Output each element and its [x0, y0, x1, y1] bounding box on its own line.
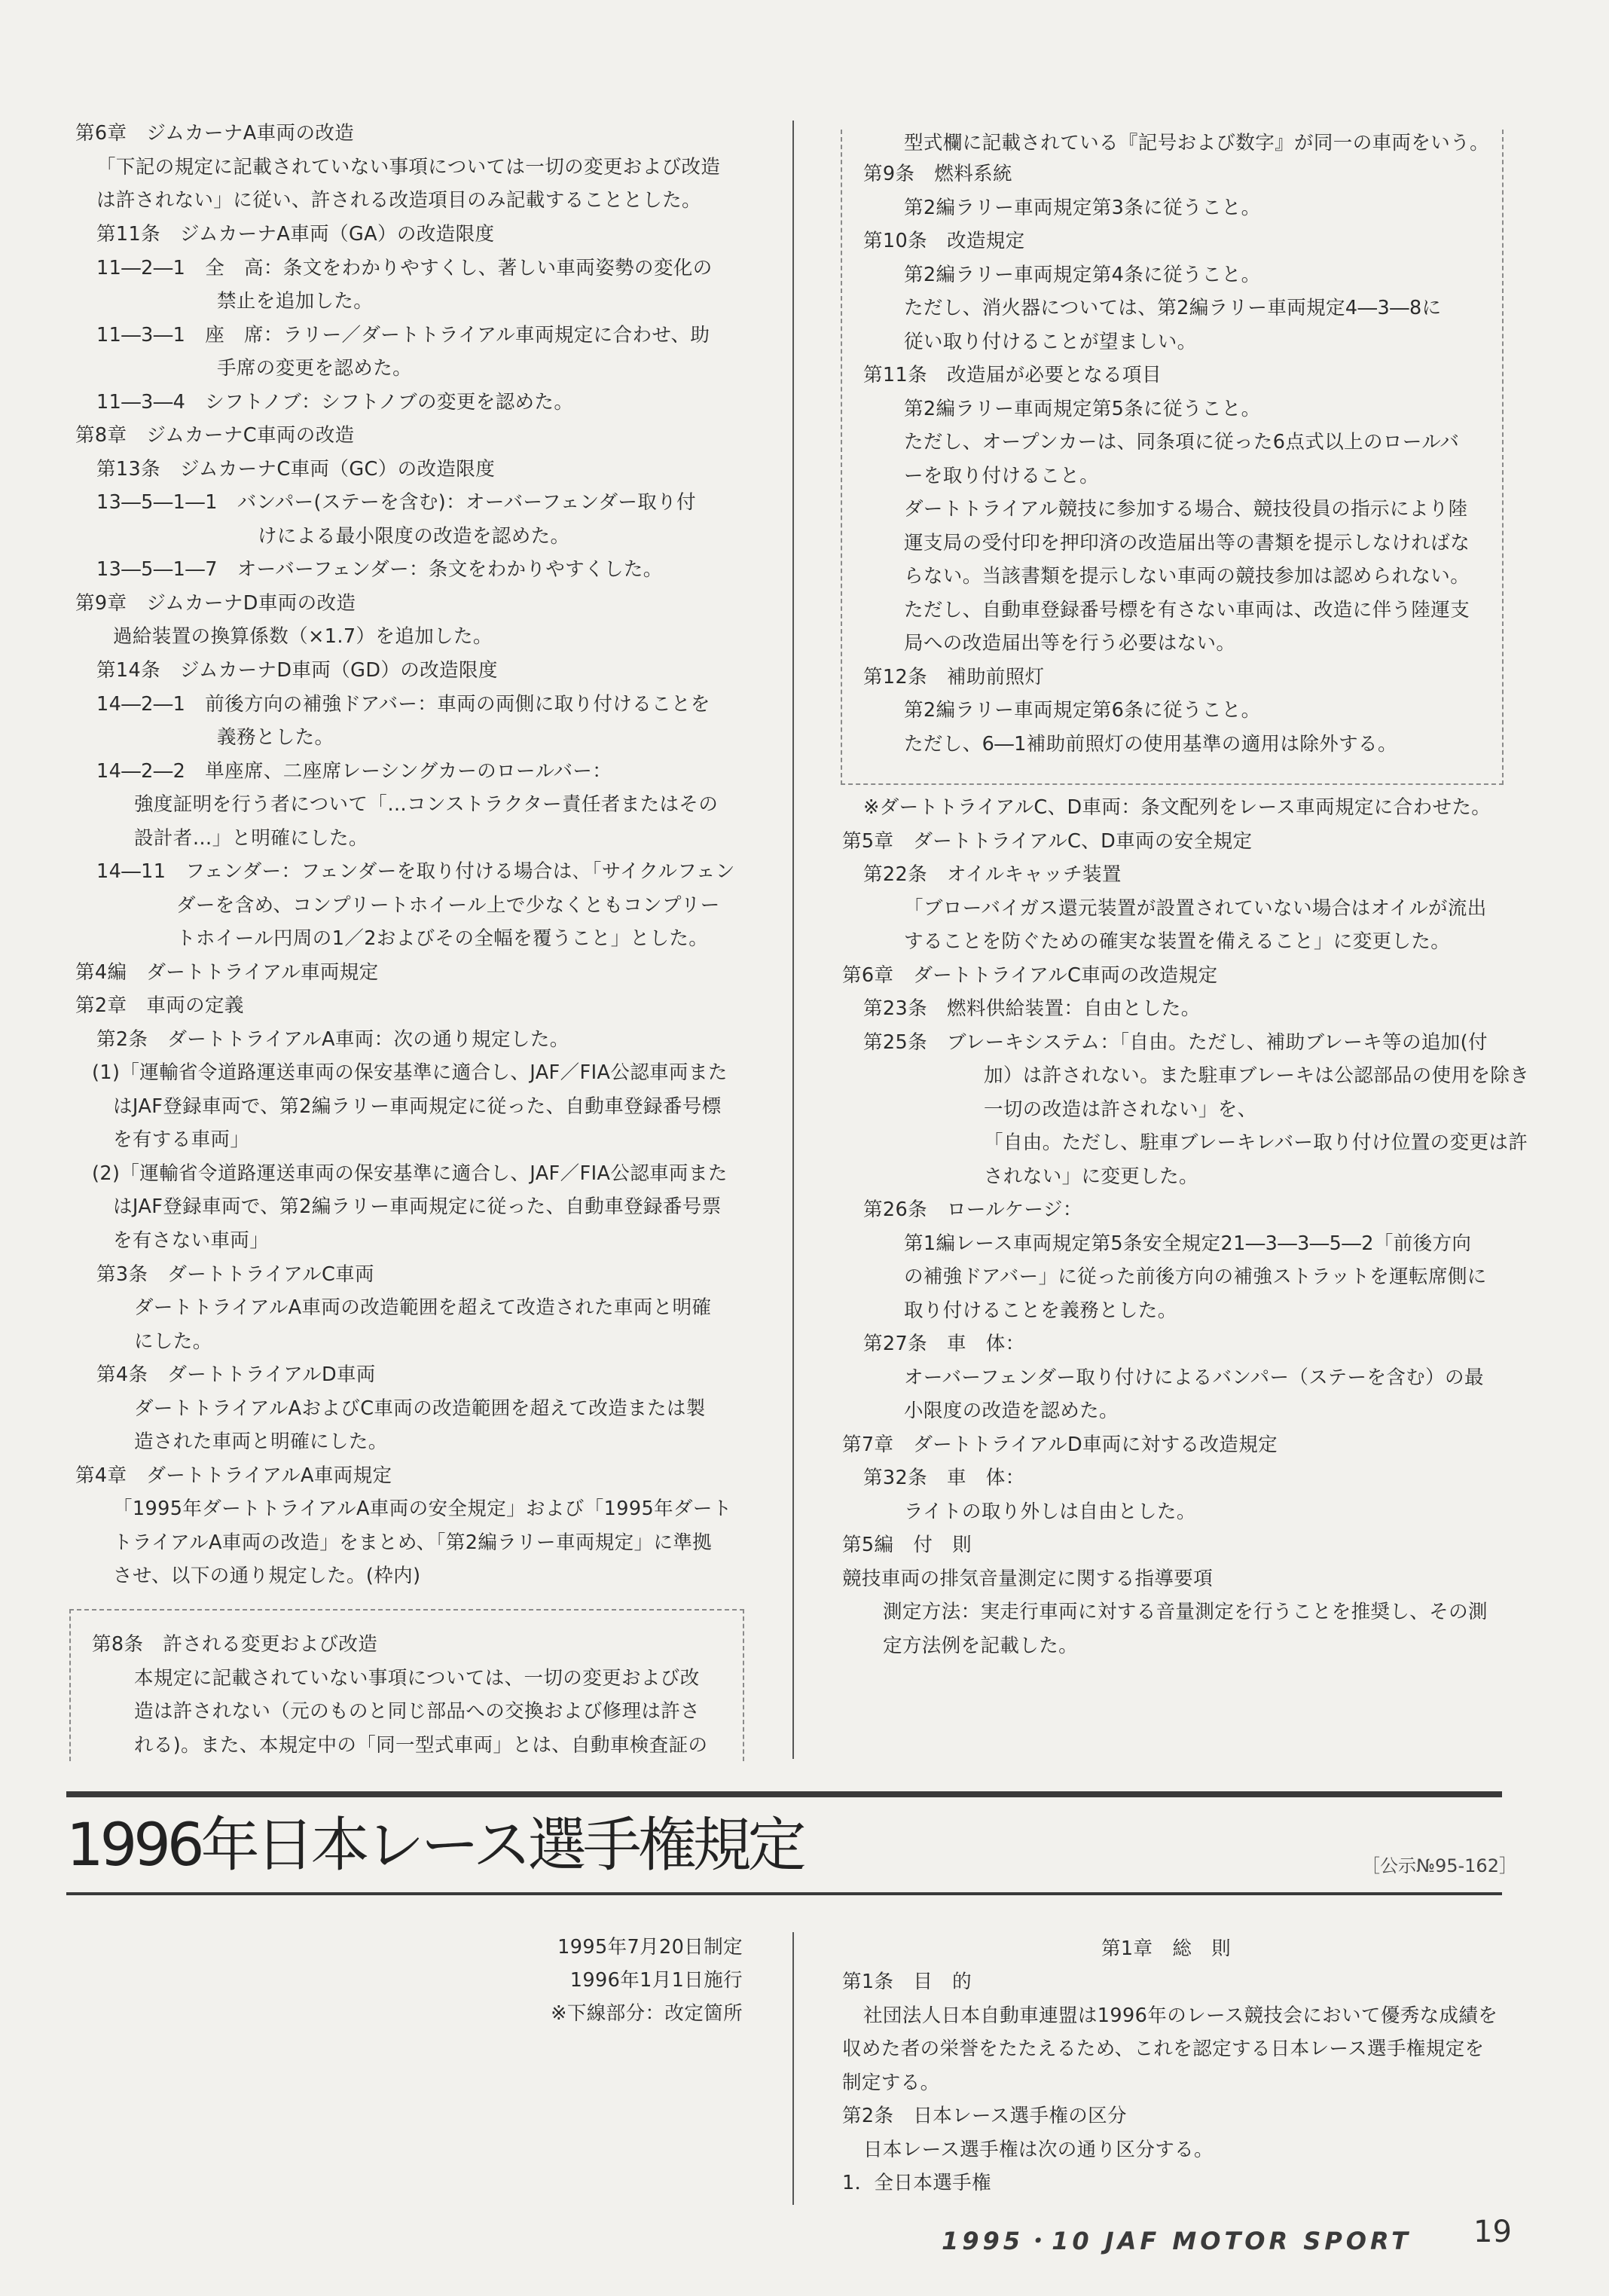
body-line: 第1編レース車両規定第5条安全規定21―3―3―5―2「前後方向 — [904, 1232, 1472, 1255]
article-heading: 第9条 燃料系統 — [863, 163, 1012, 185]
article-heading: 第10条 改造規定 — [863, 230, 1025, 252]
body-line: 14―11 フェンダー：フェンダーを取り付ける場合は､「サイクルフェン — [96, 860, 735, 883]
body-line: ただし、自動車登録番号標を有さない車両は、改造に伴う陸運支 — [904, 599, 1470, 621]
body-line: を有する車両」 — [113, 1128, 250, 1151]
body-line: 禁止を追加した。 — [217, 290, 374, 313]
section-title: 1996年日本レース選手権規定 — [66, 1812, 803, 1879]
list-item: 1．全日本選手権 — [842, 2172, 991, 2194]
article-heading: 第26条 ロールケージ： — [863, 1198, 1082, 1221]
page-number: 19 — [1473, 2215, 1512, 2249]
body-line: ダートトライアルAおよびC車両の改造範囲を超えて改造または製 — [134, 1397, 706, 1420]
body-line: ただし、6―1補助前照灯の使用基準の適用は除外する。 — [904, 733, 1397, 756]
body-line: 加）は許されない。また駐車ブレーキは公認部品の使用を除き — [984, 1064, 1530, 1087]
body-line: ライトの取り外しは自由とした。 — [904, 1501, 1196, 1523]
article-heading: 第25条 ブレーキシステム：「自由。ただし、補助ブレーキ等の追加(付 — [863, 1031, 1488, 1054]
body-line: ダーを含め、コンプリートホイール上で少なくともコンプリー — [176, 894, 720, 917]
article-heading: 第23条 燃料供給装置：自由とした。 — [863, 997, 1201, 1020]
body-line: 第2編ラリー車両規定第3条に従うこと。 — [904, 197, 1261, 219]
article-heading: 第22条 オイルキャッチ装置 — [863, 863, 1122, 886]
article-heading: 第2条 ダートトライアルA車両：次の通り規定した。 — [96, 1028, 569, 1051]
article-heading: 第3条 ダートトライアルC車両 — [96, 1263, 374, 1286]
body-line: 「ブローバイガス還元装置が設置されていない場合はオイルが流出 — [904, 897, 1487, 920]
chapter-heading: 第5章 ダートトライアルC、D車両の安全規定 — [842, 830, 1253, 853]
body-line: 「自由。ただし、駐車ブレーキレバー取り付け位置の変更は許 — [984, 1131, 1528, 1154]
body-line: ただし、オープンカーは、同条項に従った6点式以上のロールバ — [904, 431, 1460, 453]
date-line: ※下線部分：改定箇所 — [551, 2002, 743, 2025]
body-line: 収めた者の栄誉をたたえるため、これを認定する日本レース選手権規定を — [842, 2038, 1485, 2060]
body-line: 制定する。 — [842, 2072, 940, 2094]
body-line: 社団法人日本自動車連盟は1996年のレース競技会において優秀な成績を — [863, 2004, 1498, 2027]
article-heading: 第32条 車 体： — [863, 1467, 1025, 1489]
body-line: 義務とした。 — [217, 726, 334, 749]
note-line: ※ダートトライアルC、D車両：条文配列をレース車両規定に合わせた。 — [863, 796, 1491, 819]
body-line: 強度証明を行う者について「…コンストラクター責任者またはその — [134, 793, 719, 816]
body-line: 運支局の受付印を押印済の改造届出等の書類を提示しなければな — [904, 532, 1470, 554]
body-line: ダートトライアル競技に参加する場合、競技役員の指示により陸 — [904, 498, 1468, 521]
chapter-heading: 第6章 ダートトライアルC車両の改造規定 — [842, 964, 1218, 987]
body-line: 造された車両と明確にした。 — [134, 1430, 388, 1453]
body-line: トホイール円周の1／2およびその全幅を覆うこと」とした。 — [176, 927, 709, 950]
body-line: ダートトライアルA車両の改造範囲を超えて改造された車両と明確 — [134, 1296, 712, 1319]
body-line: ただし、消火器については、第2編ラリー車両規定4―3―8に — [904, 297, 1442, 319]
body-line: 日本レース選手権は次の通り区分する。 — [863, 2139, 1214, 2161]
body-line: 14―2―2 単座席、二座席レーシングカーのロールバー： — [96, 760, 612, 783]
part-heading: 第5編 付 則 — [842, 1534, 972, 1556]
body-line: 11―3―4 シフトノブ：シフトノブの変更を認めた。 — [96, 391, 574, 414]
date-line: 1996年1月1日施行 — [569, 1969, 743, 1992]
body-line: にした。 — [134, 1330, 212, 1353]
body-line: 13―5―1―1 バンパー(ステーを含む)：オーバーフェンダー取り付 — [96, 491, 696, 514]
article-heading: 第12条 補助前照灯 — [863, 666, 1045, 688]
body-line: 本規定に記載されていない事項については、一切の変更および改 — [134, 1667, 700, 1690]
article-heading: 第11条 改造届が必要となる項目 — [863, 364, 1162, 386]
body-line: 造は許されない（元のものと同じ部品への交換および修理は許さ — [134, 1700, 701, 1723]
article-heading: 第13条 ジムカーナC車両（GC）の改造限度 — [96, 458, 496, 481]
body-line: 14―2―1 前後方向の補強ドアバー：車両の両側に取り付けることを — [96, 693, 710, 716]
body-line: けによる最小限度の改造を認めた。 — [258, 525, 570, 548]
body-line: 一切の改造は許されない」を、 — [984, 1098, 1257, 1121]
body-line: の補強ドアバー」に従った前後方向の補強ストラットを運転席側に — [904, 1266, 1487, 1288]
body-line: 第2編ラリー車両規定第4条に従うこと。 — [904, 264, 1261, 286]
chapter-heading: 第1章 総 則 — [1101, 1937, 1232, 1960]
body-line: オーバーフェンダー取り付けによるバンパー（ステーを含む）の最 — [904, 1366, 1484, 1389]
chapter-heading: 第8章 ジムカーナC車両の改造 — [75, 424, 355, 447]
body-line: 定方法例を記載した。 — [883, 1635, 1079, 1657]
body-line: 「下記の規定に記載されていない事項については一切の変更および改造 — [96, 156, 721, 179]
article-heading: 第11条 ジムカーナA車両（GA）の改造限度 — [96, 223, 495, 246]
body-line: 従い取り付けることが望ましい。 — [904, 331, 1197, 353]
part-heading: 第4編 ダートトライアル車両規定 — [75, 961, 379, 984]
body-line: することを防ぐための確実な装置を備えること」に変更した。 — [904, 930, 1451, 953]
article-heading: 第8条 許される変更および改造 — [92, 1633, 378, 1656]
article-heading: 第2条 日本レース選手権の区分 — [842, 2105, 1127, 2127]
body-line: 「1995年ダートトライアルA車両の安全規定」および「1995年ダート — [113, 1498, 732, 1520]
body-line: 13―5―1―7 オーバーフェンダー：条文をわかりやすくした。 — [96, 558, 663, 581]
article-heading: 第14条 ジムカーナD車両（GD）の改造限度 — [96, 659, 498, 682]
body-line: トライアルA車両の改造」をまとめ、「第2編ラリー車両規定」に準拠 — [113, 1531, 713, 1554]
magazine-footer: 1995・10 JAF MOTOR SPORT — [942, 2227, 1412, 2255]
body-line: 11―3―1 座 席：ラリー／ダートトライアル車両規定に合わせ、助 — [96, 324, 710, 347]
chapter-heading: 第2章 車両の定義 — [75, 994, 244, 1017]
chapter-heading: 第7章 ダートトライアルD車両に対する改造規定 — [842, 1433, 1278, 1456]
body-line: 競技車両の排気音量測定に関する指導要項 — [842, 1568, 1214, 1590]
date-line: 1995年7月20日制定 — [557, 1936, 743, 1959]
body-line: らない。当該書類を提示しない車両の競技参加は認められない。 — [904, 565, 1470, 588]
article-heading: 第27条 車 体： — [863, 1333, 1025, 1355]
body-line: 測定方法：実走行車両に対する音量測定を行うことを推奨し、その測 — [883, 1601, 1488, 1623]
body-line: 過給装置の換算係数（×1.7）を追加した。 — [113, 625, 493, 648]
body-line: 第2編ラリー車両規定第6条に従うこと。 — [904, 699, 1261, 722]
notice-number: ［公示№95-162］ — [1362, 1855, 1517, 1876]
body-line: 取り付けることを義務とした。 — [904, 1299, 1177, 1322]
body-line: は許されない」に従い、許される改造項目のみ記載することとした。 — [96, 189, 701, 212]
body-line: 局への改造届出等を行う必要はない。 — [904, 632, 1236, 655]
body-line: を有さない車両」 — [113, 1229, 270, 1252]
body-line: はJAF登録車両で、第2編ラリー車両規定に従った、自動車登録番号票 — [113, 1195, 722, 1218]
body-line: させ、以下の通り規定した。(枠内) — [113, 1565, 421, 1587]
chapter-heading: 第6章 ジムカーナA車両の改造 — [75, 122, 355, 145]
body-line: 11―2―1 全 高：条文をわかりやすくし、著しい車両姿勢の変化の — [96, 257, 713, 279]
body-line: (1)「運輸省令道路運送車両の保安基準に適合し、JAF／FIA公認車両また — [92, 1061, 728, 1084]
body-line: 小限度の改造を認めた。 — [904, 1400, 1119, 1422]
body-line: 設計者…」と明確にした。 — [134, 827, 368, 850]
article-heading: 第4条 ダートトライアルD車両 — [96, 1363, 376, 1386]
body-line: されない」に変更した。 — [984, 1165, 1198, 1188]
body-line: ーを取り付けること。 — [904, 465, 1100, 487]
body-line: 型式欄に記載されている『記号および数字』が同一の車両をいう。 — [904, 132, 1490, 154]
body-line: 第2編ラリー車両規定第5条に従うこと。 — [904, 398, 1261, 420]
body-line: (2)「運輸省令道路運送車両の保安基準に適合し、JAF／FIA公認車両また — [92, 1162, 728, 1185]
body-line: 手席の変更を認めた。 — [217, 357, 413, 380]
chapter-heading: 第9章 ジムカーナD車両の改造 — [75, 592, 356, 615]
article-heading: 第1条 目 的 — [842, 1971, 972, 1993]
body-line: れる)。また、本規定中の「同一型式車両」とは、自動車検査証の — [134, 1734, 708, 1757]
chapter-heading: 第4章 ダートトライアルA車両規定 — [75, 1464, 392, 1487]
body-line: はJAF登録車両で、第2編ラリー車両規定に従った、自動車登録番号標 — [113, 1095, 722, 1118]
